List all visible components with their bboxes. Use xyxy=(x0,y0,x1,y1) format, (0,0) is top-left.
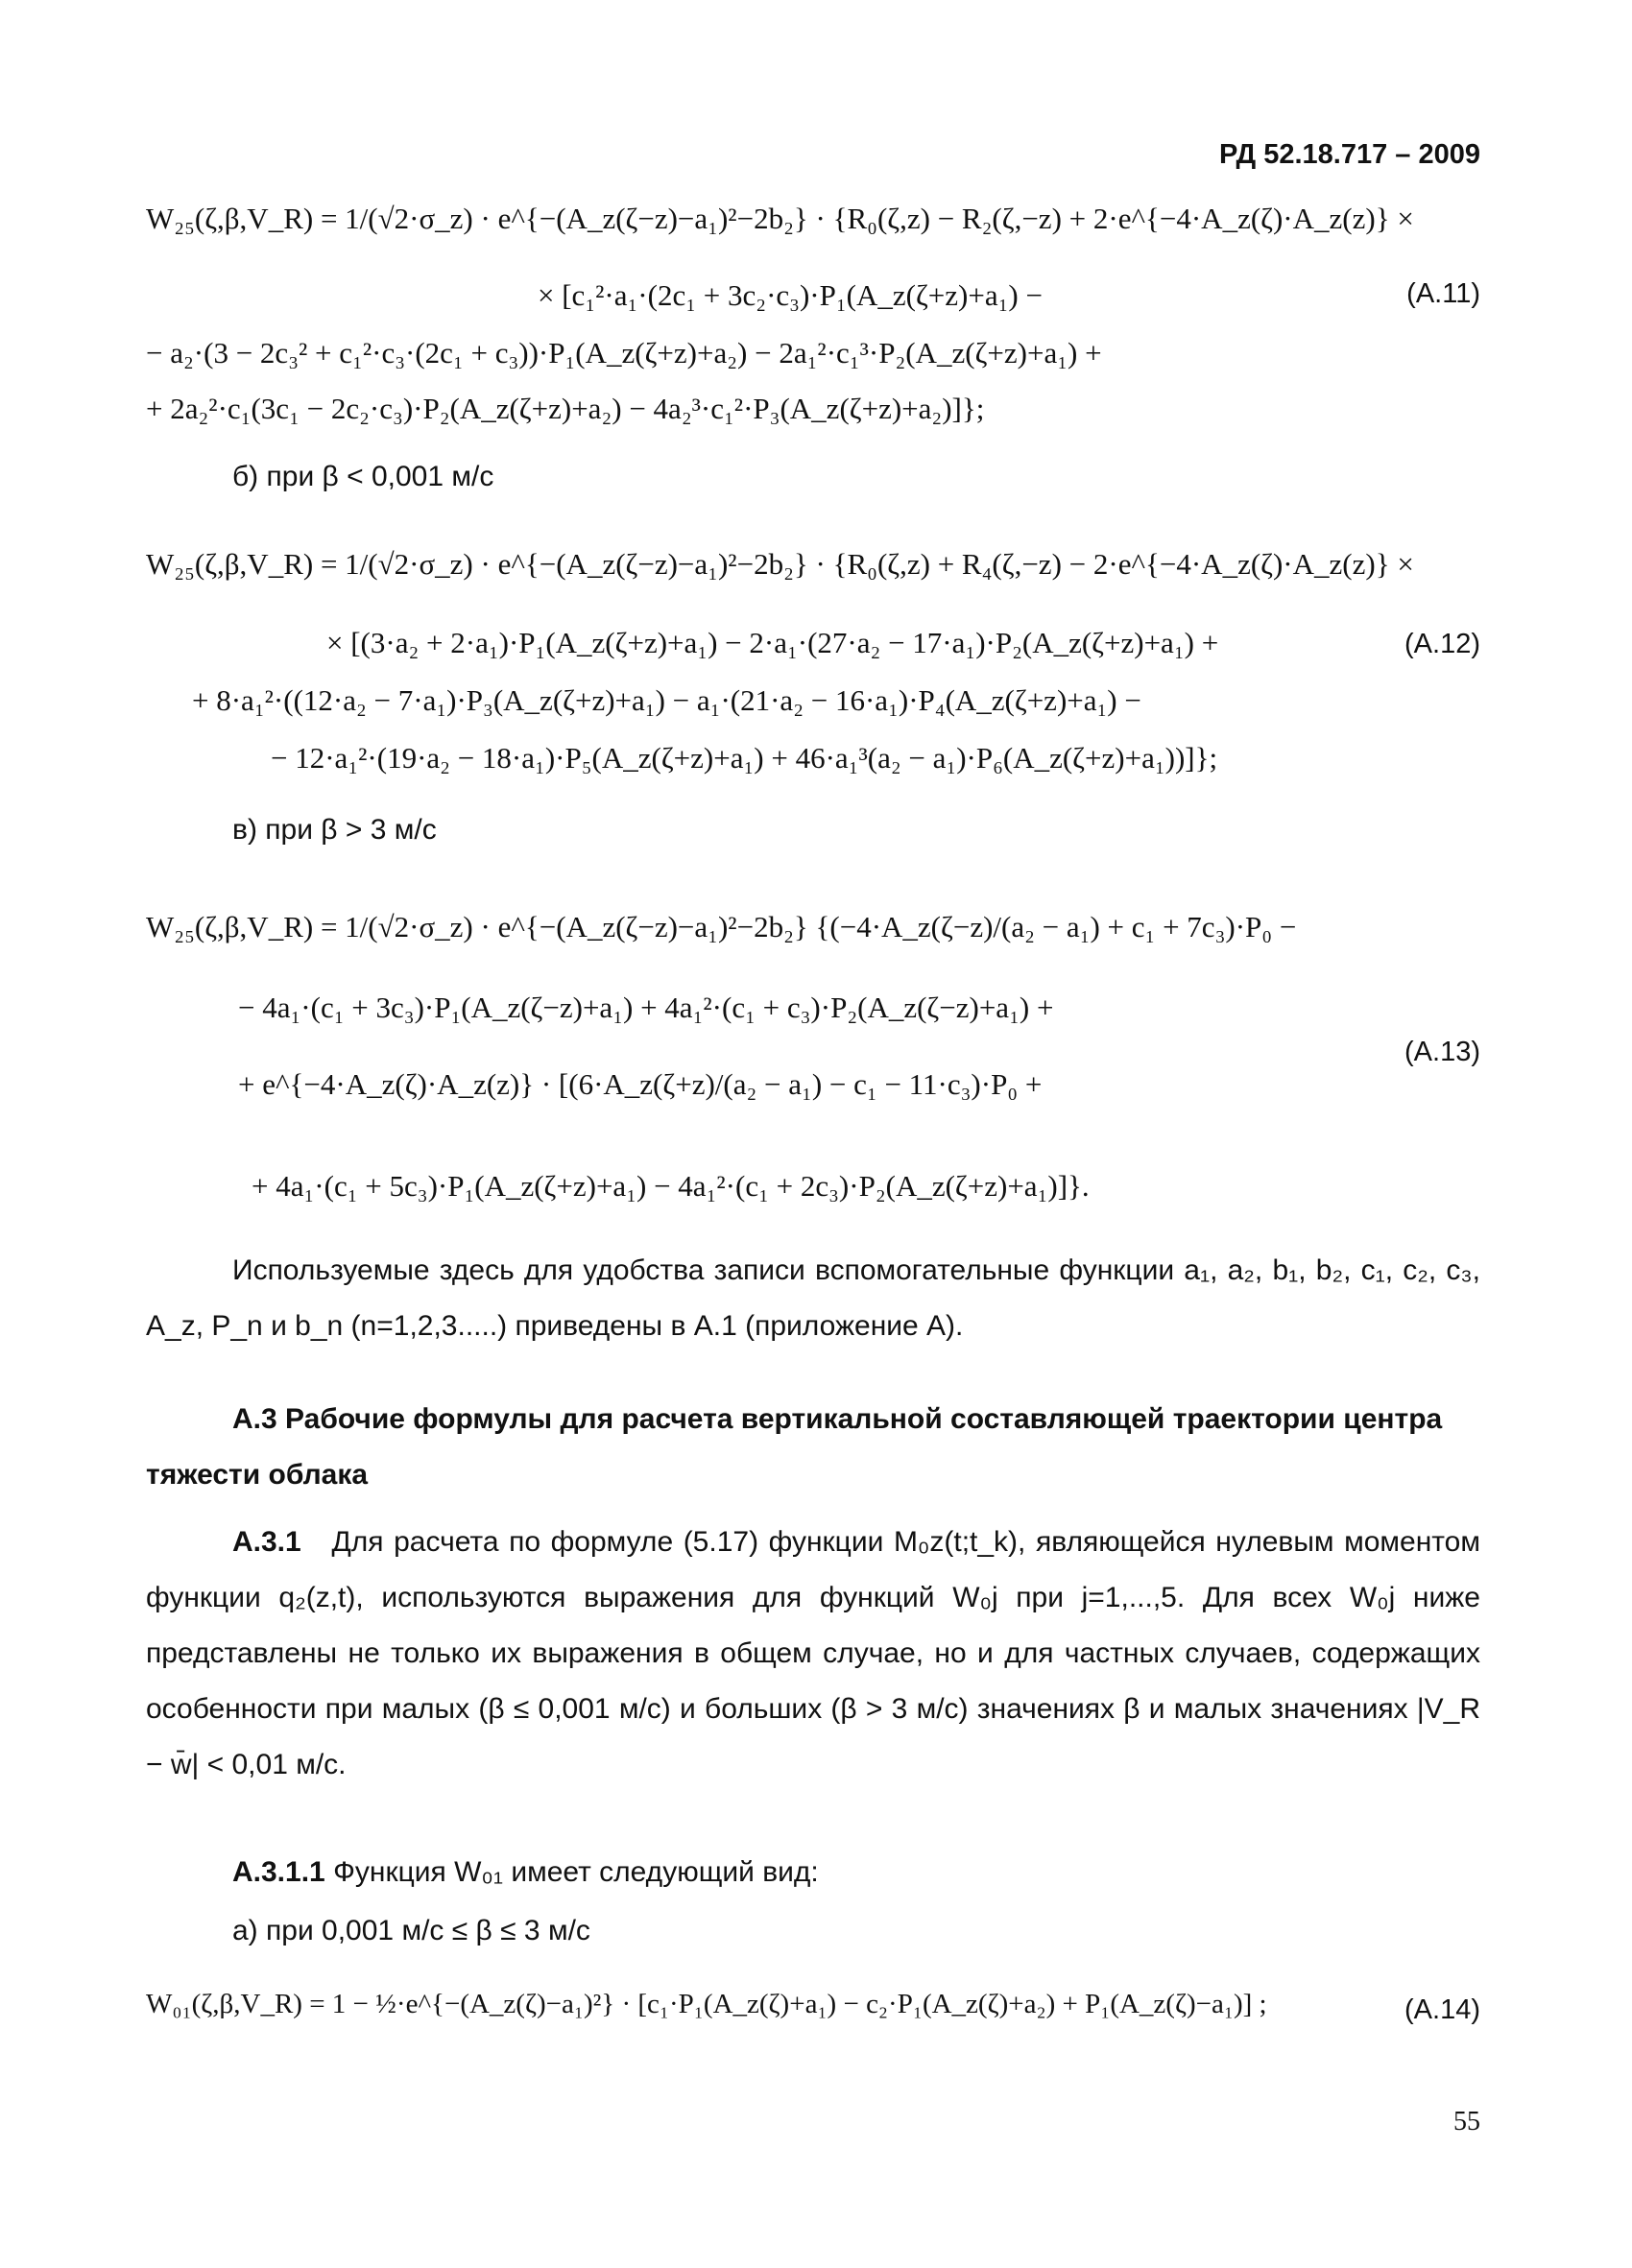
equation-a11-line-2: × [c₁²·a₁·(2c₁ + 3c₂·c₃)·P₁(A_z(ζ+z)+a₁) − xyxy=(538,278,1043,312)
equation-a13-line-2: − 4a₁·(c₁ + 3c₃)·P₁(A_z(ζ−z)+a₁) + 4a₁²·(c₁ + c₃)·P₂(A_z(ζ−z)+a₁) + xyxy=(238,991,1054,1024)
section-heading-a3: А.3 Рабочие формулы для расчета вертикальной составляющей траектории центра тяжести облака xyxy=(146,1403,1443,1491)
auxiliary-functions-note: Используемые здесь для удобства записи вспомогательные функции a₁, a₂, b₁, b₂, c₁, c₂, c₃, A_z, P_n и b_n (n=1,2,3.....) приведены в A.1 (приложение A). xyxy=(146,1254,1480,1342)
equation-a13-line-1: W₂₅(ζ,β,V_R) = 1/(√2·σ_z) · e^{−(A_z(ζ−z)−a₁)²−2b₂} {(−4·A_z(ζ−z)/(a₂ − a₁) + c₁ + 7c₃)·P₀ − xyxy=(146,910,1297,943)
subsection-a311-text: Функция W₀₁ имеет следующий вид: xyxy=(333,1856,819,1888)
case-c-label: в) при β > 3 м/с xyxy=(232,814,437,846)
equation-a12-line-3: + 8·a₁²·((12·a₂ − 7·a₁)·P₃(A_z(ζ+z)+a₁) − a₁·(21·a₂ − 16·a₁)·P₄(A_z(ζ+z)+a₁) − xyxy=(192,683,1141,717)
equation-a12-line-2: × [(3·a₂ + 2·a₁)·P₁(A_z(ζ+z)+a₁) − 2·a₁·(27·a₂ − 17·a₁)·P₂(A_z(ζ+z)+a₁) + xyxy=(326,626,1219,659)
equation-a11-line-3: − a₂·(3 − 2c₃² + c₁²·c₃·(2c₁ + c₃))·P₁(A_z(ζ+z)+a₂) − 2a₁²·c₁³·P₂(A_z(ζ+z)+a₁) + xyxy=(146,336,1102,370)
subsection-a311 xyxy=(232,1845,819,1900)
page-number: 55 xyxy=(1453,2107,1480,2137)
equation-a13-line-3: + e^{−4·A_z(ζ)·A_z(z)} · [(6·A_z(ζ+z)/(a₂ − a₁) − c₁ − 11·c₃)·P₀ + xyxy=(238,1067,1043,1101)
equation-a12-line-1: W₂₅(ζ,β,V_R) = 1/(√2·σ_z) · e^{−(A_z(ζ−z)−a₁)²−2b₂} · {R₀(ζ,z) + R₄(ζ,−z) − 2·e^{−4·A_z(ζ)·A_z(z)} × xyxy=(146,547,1414,581)
equation-number-a13: (A.13) xyxy=(1404,1037,1480,1067)
paragraph-a31-label: А.3.1 xyxy=(232,1526,301,1558)
equation-a14: W₀₁(ζ,β,V_R) = 1 − ½·e^{−(A_z(ζ)−a₁)²} · [c₁·P₁(A_z(ζ)+a₁) − c₂·P₁(A_z(ζ)+a₂) + P₁(A_z(ζ)−a₁)] ; xyxy=(146,1989,1267,2019)
paragraph-a31-text: Для расчета по формуле (5.17) функции M₀z(t;t_k), являющейся нулевым моментом функции q₂(z,t), используются выражения для функций W₀j при j=1,...,5. Для всех W₀j ниже представлены не только их выражения в общем случае, но и для частных случаев, содержащих особенности при малых (β ≤ 0,001 м/с) и больших (β > 3 м/с) значениях β и малых значениях |V_R − w̄| < 0,01 м/с. xyxy=(146,1526,1480,1780)
equation-a12-line-4: − 12·a₁²·(19·a₂ − 18·a₁)·P₅(A_z(ζ+z)+a₁) + 46·a₁³(a₂ − a₁)·P₆(A_z(ζ+z)+a₁))]}; xyxy=(271,741,1218,775)
case-b-label: б) при β < 0,001 м/с xyxy=(232,461,494,492)
equation-number-a11: (A.11) xyxy=(1406,278,1480,309)
equation-a11-line-4: + 2a₂²·c₁(3c₁ − 2c₂·c₃)·P₂(A_z(ζ+z)+a₂) − 4a₂³·c₁²·P₃(A_z(ζ+z)+a₂)]}; xyxy=(146,392,985,425)
document-code-header: РД 52.18.717 – 2009 xyxy=(1218,139,1480,170)
equation-number-a14: (A.14) xyxy=(1404,1994,1480,2025)
equation-number-a12: (A.12) xyxy=(1404,629,1480,659)
paragraph-a31 xyxy=(146,1515,1480,1793)
equation-a13-line-4: + 4a₁·(c₁ + 5c₃)·P₁(A_z(ζ+z)+a₁) − 4a₁²·(c₁ + 2c₃)·P₂(A_z(ζ+z)+a₁)]}. xyxy=(252,1169,1090,1203)
equation-a11-line-1: W₂₅(ζ,β,V_R) = 1/(√2·σ_z) · e^{−(A_z(ζ−z)−a₁)²−2b₂} · {R₀(ζ,z) − R₂(ζ,−z) + 2·e^{−4·A_z(ζ)·A_z(z)} × xyxy=(146,202,1414,235)
subsection-a311-label: А.3.1.1 xyxy=(232,1856,325,1888)
case-a-label: а) при 0,001 м/с ≤ β ≤ 3 м/с xyxy=(232,1915,590,1946)
